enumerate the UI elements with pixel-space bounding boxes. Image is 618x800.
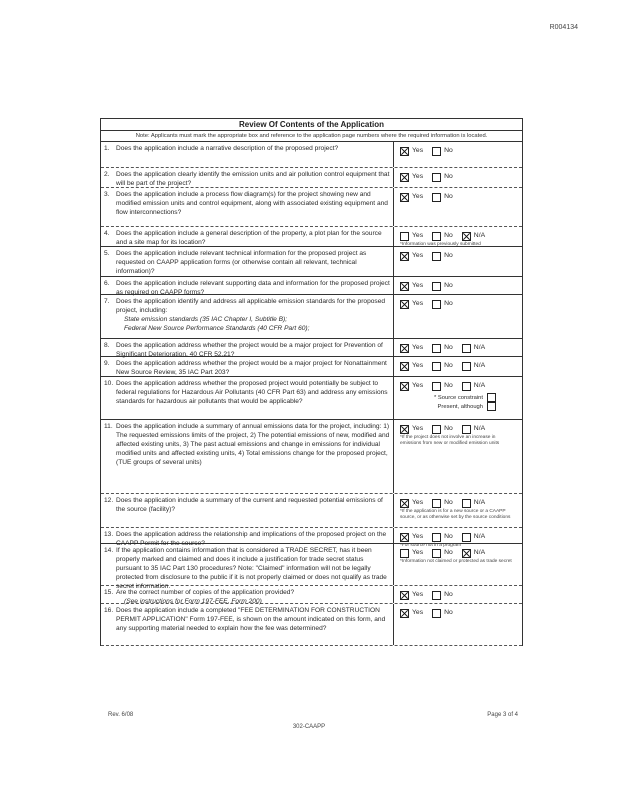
option-label: No	[444, 499, 453, 506]
answer-options	[400, 299, 518, 309]
answer-cell	[394, 420, 522, 493]
option-yes[interactable]	[400, 231, 423, 241]
question-cell	[101, 227, 394, 246]
option-na[interactable]	[462, 381, 485, 391]
option-label: Yes	[412, 232, 424, 239]
option-label: Yes	[412, 362, 424, 369]
checkbox[interactable]	[432, 382, 441, 391]
option-no[interactable]	[432, 343, 453, 353]
option-yes[interactable]	[400, 532, 423, 542]
answer-sublist	[400, 393, 518, 411]
option-label: Yes	[412, 282, 424, 289]
option-no[interactable]	[432, 192, 453, 202]
option-label: Yes	[412, 147, 424, 154]
option-label: Yes	[412, 300, 424, 307]
option-label: No	[444, 193, 453, 200]
option-na[interactable]	[462, 498, 485, 508]
option-yes[interactable]	[400, 343, 423, 353]
question-number: 3.	[104, 191, 110, 198]
sublist-label: * Source constraint	[434, 394, 483, 401]
option-yes[interactable]	[400, 172, 423, 182]
option-yes[interactable]	[400, 361, 423, 371]
question-text-block	[116, 144, 390, 166]
answer-options	[400, 192, 518, 202]
answer-options	[400, 281, 518, 291]
question-number: 4.	[104, 230, 110, 237]
footer-form-code: 302-CAAPP	[292, 724, 326, 730]
option-na[interactable]	[462, 424, 485, 434]
answer-options	[400, 498, 518, 508]
question-text-block	[116, 190, 390, 225]
option-label: No	[444, 252, 453, 259]
answer-cell	[394, 295, 522, 338]
option-label: N/A	[473, 533, 486, 540]
option-no[interactable]	[432, 251, 453, 261]
option-label: N/A	[473, 232, 486, 239]
option-label: Yes	[412, 549, 424, 556]
checkbox[interactable]	[432, 344, 441, 353]
option-label: Yes	[412, 425, 424, 432]
question-text-block	[116, 496, 390, 526]
checkbox[interactable]	[400, 425, 409, 434]
answer-cell	[394, 586, 522, 603]
option-label: Yes	[412, 173, 424, 180]
option-yes[interactable]	[400, 608, 423, 618]
question-cell	[101, 339, 394, 356]
checkbox[interactable]	[400, 549, 409, 558]
answer-cell	[394, 494, 522, 527]
question-number: 15.	[104, 589, 114, 596]
question-cell	[101, 142, 394, 167]
question-row	[101, 168, 522, 188]
answer-cell	[394, 142, 522, 167]
option-no[interactable]	[432, 548, 453, 558]
question-text: Does the application identify and address all applicable emission standards for the proposed project, including:	[116, 298, 386, 314]
checkbox[interactable]	[432, 499, 441, 508]
option-label: Yes	[412, 252, 424, 259]
checkbox[interactable]	[400, 609, 409, 618]
question-number: 12.	[104, 497, 114, 504]
option-label: N/A	[473, 425, 486, 432]
answer-cell	[394, 604, 522, 645]
answer-note: *For source not in a program	[400, 543, 462, 548]
checkbox[interactable]	[432, 173, 441, 182]
question-row	[101, 277, 522, 295]
question-row	[101, 357, 522, 377]
question-cell	[101, 420, 394, 493]
option-yes[interactable]	[400, 192, 423, 202]
option-label: No	[444, 425, 453, 432]
question-text-block	[116, 546, 390, 590]
question-text: Does the application include a general description of the property, a plot plan for the source and a site map for its location?	[116, 230, 382, 246]
option-label: No	[444, 609, 453, 616]
option-yes[interactable]	[400, 498, 423, 508]
option-no[interactable]	[432, 299, 453, 309]
option-yes[interactable]	[400, 299, 423, 309]
answer-options	[400, 172, 518, 182]
question-text-block	[116, 588, 390, 605]
sublist-item[interactable]	[400, 402, 518, 411]
answer-options	[400, 231, 518, 241]
question-text: Does the application include relevant technical information for the proposed project as requested on CAAPP application forms (or otherwise contain all relevant, technical information)?	[116, 250, 367, 275]
checkbox[interactable]	[400, 300, 409, 309]
checkbox[interactable]	[400, 232, 409, 241]
option-na[interactable]	[462, 343, 485, 353]
checkbox[interactable]	[432, 533, 441, 542]
question-row	[101, 142, 522, 168]
checkbox[interactable]	[400, 173, 409, 182]
checkbox[interactable]	[400, 533, 409, 542]
checkbox[interactable]	[400, 193, 409, 202]
answer-note: *If the application is for a new source or a CAAPP source, or as otherwise set by the source conditions	[400, 509, 511, 520]
checkbox[interactable]	[462, 425, 471, 434]
option-label: Yes	[412, 344, 424, 351]
checkbox[interactable]	[400, 252, 409, 261]
question-text: Does the application include a process flow diagram(s) for the project showing new and modified emission units and control equipment, along with associated existing equipment and flow interconnections?	[116, 191, 388, 216]
option-yes[interactable]	[400, 146, 423, 156]
answer-options	[400, 424, 518, 434]
question-number: 10.	[104, 380, 114, 387]
option-label: No	[444, 282, 453, 289]
option-no[interactable]	[432, 361, 453, 371]
option-label: No	[444, 173, 453, 180]
option-na[interactable]	[462, 361, 485, 371]
checkbox[interactable]	[432, 147, 441, 156]
checkbox[interactable]	[432, 193, 441, 202]
question-row	[101, 188, 522, 227]
checkbox[interactable]	[462, 533, 471, 542]
question-text: Does the application address the relationship and implications of the proposed project on the CAAPP Permit for the source?	[116, 531, 387, 547]
checkbox[interactable]	[462, 382, 471, 391]
question-number: 8.	[104, 342, 110, 349]
question-text-block	[116, 297, 390, 337]
option-label: Yes	[412, 609, 424, 616]
question-cell	[101, 168, 394, 187]
question-subitem: Federal New Source Performance Standards (40 CFR Part 60);	[124, 325, 310, 332]
question-cell	[101, 604, 394, 645]
question-row	[101, 295, 522, 339]
answer-options	[400, 548, 518, 558]
option-label: No	[444, 232, 453, 239]
option-na[interactable]	[462, 532, 485, 542]
option-no[interactable]	[432, 424, 453, 434]
form-instructions: Note: Applicants must mark the appropriate box and reference to the application page numbers where the required information is located.	[101, 131, 522, 142]
answer-options	[400, 608, 518, 618]
option-label: N/A	[473, 344, 486, 351]
question-list	[101, 142, 522, 646]
answer-cell	[394, 227, 522, 246]
option-label: No	[444, 147, 453, 154]
checkbox[interactable]	[487, 402, 496, 411]
footer-page-number: Page 3 of 4	[487, 712, 518, 718]
question-text: If the application contains information that is considered a TRADE SECRET, has it been properly marked and claimed and does it include a justification for trade secret status pursuant to 35 IAC Part 130 procedures? Note: "Claimed" information will not be legally protected from disclosure to the public if it is not properly claimed or does not qualify as trade secret information.	[116, 547, 387, 590]
question-cell	[101, 277, 394, 294]
option-label: Yes	[412, 499, 424, 506]
question-text: Does the application address whether the project would be a major project for Nonattainment New Source Review, 35 IAC Part 203?	[116, 360, 387, 376]
option-no[interactable]	[432, 381, 453, 391]
question-text-block	[116, 379, 390, 418]
checkbox[interactable]	[432, 609, 441, 618]
question-row	[101, 494, 522, 528]
question-cell	[101, 247, 394, 276]
question-row	[101, 377, 522, 420]
option-na[interactable]	[462, 548, 485, 558]
option-yes[interactable]	[400, 590, 423, 600]
question-cell	[101, 544, 394, 590]
option-na[interactable]	[462, 231, 485, 241]
checkbox[interactable]	[400, 362, 409, 371]
checkbox[interactable]	[400, 147, 409, 156]
question-text-block	[116, 359, 390, 375]
answer-cell	[394, 528, 522, 548]
answer-cell	[394, 544, 522, 585]
question-number: 1.	[104, 145, 110, 152]
answer-options	[400, 590, 518, 600]
question-cell	[101, 494, 394, 527]
checkbox[interactable]	[462, 549, 471, 558]
question-text-block	[116, 279, 390, 296]
question-row	[101, 339, 522, 357]
question-number: 2.	[104, 171, 110, 178]
answer-options	[400, 381, 518, 391]
question-row	[101, 586, 522, 604]
option-label: No	[444, 533, 453, 540]
question-subitem: State emission standards (35 IAC Chapter I, Subtitle B);	[124, 316, 288, 323]
option-no[interactable]	[432, 172, 453, 182]
answer-options	[400, 343, 518, 353]
question-cell	[101, 586, 394, 603]
option-yes[interactable]	[400, 424, 423, 434]
question-number: 6.	[104, 280, 110, 287]
option-no[interactable]	[432, 231, 453, 241]
question-number: 7.	[104, 298, 110, 305]
question-text: Does the application include a summary of annual emissions data for the project, including: 1) The requested emissions limits of the project, 2) The potential emissions of new, modified and affected existing units, 3) The past actual emissions and change in emissions for individual modified units and affected existing units, 4) Total emissions change for the proposed project, (TUE groups of several units)	[116, 423, 390, 466]
question-text-block	[116, 341, 390, 358]
answer-note: *Information not claimed or protected as trade secret	[400, 559, 512, 564]
checkbox[interactable]	[462, 499, 471, 508]
question-row	[101, 227, 522, 247]
question-text: Does the application clearly identify the emission units and air pollution control equipment that will be part of the project?	[116, 171, 390, 187]
question-cell	[101, 295, 394, 338]
question-text: Does the application include a completed "FEE DETERMINATION FOR CONSTRUCTION PERMIT APPLICATION" Form 197-FEE, is shown on the amount indicated on this form, and any supporting material needed to explain how the fee was determined?	[116, 607, 386, 632]
question-text: Does the application include a narrative description of the proposed project?	[116, 145, 339, 152]
answer-cell	[394, 168, 522, 187]
checkbox[interactable]	[400, 344, 409, 353]
question-text-block	[116, 606, 390, 644]
question-text-block	[116, 170, 390, 186]
question-cell	[101, 357, 394, 376]
option-label: Yes	[412, 193, 424, 200]
option-yes[interactable]	[400, 281, 423, 291]
sublist-label: Present, although	[437, 403, 483, 410]
checkbox[interactable]	[432, 425, 441, 434]
checkbox[interactable]	[462, 344, 471, 353]
checkbox[interactable]	[432, 282, 441, 291]
option-no[interactable]	[432, 281, 453, 291]
checkbox[interactable]	[462, 232, 471, 241]
question-text-block	[116, 422, 390, 492]
option-label: No	[444, 300, 453, 307]
option-label: No	[444, 549, 453, 556]
option-yes[interactable]	[400, 251, 423, 261]
question-row	[101, 544, 522, 590]
checkbox[interactable]	[487, 393, 496, 402]
question-text: Does the application address whether the proposed project would potentially be subject to federal regulations for Hazardous Air Pollutants (40 CFR Part 63) and address any emissions standards for hazardous air pollutants that would be applicable?	[116, 380, 388, 405]
answer-note: *If the project does not involve an increase in emissions from new or modified emission units	[400, 435, 500, 446]
checkbox[interactable]	[432, 591, 441, 600]
checkbox[interactable]	[432, 252, 441, 261]
checkbox[interactable]	[432, 300, 441, 309]
answer-note: *Information was previously submitted	[400, 242, 481, 247]
question-text: Are the correct number of copies of the application provided?	[116, 589, 295, 596]
option-label: N/A	[473, 382, 486, 389]
question-text: Does the application address whether the project would be a major project for Prevention of Significant Deterioration, 40 CFR 52.21?	[116, 342, 383, 358]
question-row	[101, 420, 522, 494]
checkbox[interactable]	[400, 499, 409, 508]
checkbox[interactable]	[432, 232, 441, 241]
option-label: N/A	[473, 499, 486, 506]
option-label: Yes	[412, 382, 424, 389]
question-number: 5.	[104, 250, 110, 257]
answer-cell	[394, 377, 522, 419]
question-row	[101, 247, 522, 277]
answer-options	[400, 361, 518, 371]
option-yes[interactable]	[400, 548, 423, 558]
answer-cell	[394, 339, 522, 356]
option-no[interactable]	[432, 532, 453, 542]
question-subitem: (See instructions for Form 197-FEE, Form 200)	[124, 598, 262, 605]
question-number: 9.	[104, 360, 110, 367]
option-label: No	[444, 382, 453, 389]
option-no[interactable]	[432, 146, 453, 156]
checkbox[interactable]	[400, 591, 409, 600]
document-id: R004134	[549, 24, 578, 31]
answer-options	[400, 251, 518, 261]
question-text-block	[116, 249, 390, 275]
answer-cell	[394, 277, 522, 294]
answer-cell	[394, 188, 522, 226]
question-row	[101, 528, 522, 548]
footer-revision: Rev. 6/08	[108, 712, 134, 718]
question-row	[101, 604, 522, 646]
question-number: 14.	[104, 547, 114, 554]
question-text-block	[116, 530, 390, 547]
question-text: Does the application include a summary of the current and requested potential emissions of the source (facility)?	[116, 497, 383, 513]
question-number: 16.	[104, 607, 114, 614]
question-text-block	[116, 229, 390, 245]
checkbox[interactable]	[432, 549, 441, 558]
checkbox[interactable]	[462, 362, 471, 371]
option-label: No	[444, 344, 453, 351]
checkbox[interactable]	[400, 382, 409, 391]
question-cell	[101, 188, 394, 226]
answer-cell	[394, 357, 522, 376]
option-label: N/A	[473, 549, 486, 556]
question-cell	[101, 377, 394, 419]
question-text: Does the application include relevant supporting data and information for the proposed project as required on CAAPP forms?	[116, 280, 390, 296]
sublist-item[interactable]	[400, 393, 518, 402]
question-number: 11.	[104, 423, 113, 430]
review-form	[100, 118, 523, 646]
answer-options	[400, 532, 518, 542]
option-no[interactable]	[432, 498, 453, 508]
option-label: Yes	[412, 591, 424, 598]
checkbox[interactable]	[400, 282, 409, 291]
answer-cell	[394, 247, 522, 276]
option-no[interactable]	[432, 590, 453, 600]
option-label: N/A	[473, 362, 486, 369]
question-cell	[101, 528, 394, 547]
form-title: Review Of Contents of the Application	[101, 119, 522, 131]
option-label: No	[444, 591, 453, 598]
option-label: No	[444, 362, 453, 369]
option-yes[interactable]	[400, 381, 423, 391]
question-number: 13.	[104, 531, 114, 538]
answer-options	[400, 146, 518, 156]
option-label: Yes	[412, 533, 424, 540]
option-no[interactable]	[432, 608, 453, 618]
checkbox[interactable]	[432, 362, 441, 371]
